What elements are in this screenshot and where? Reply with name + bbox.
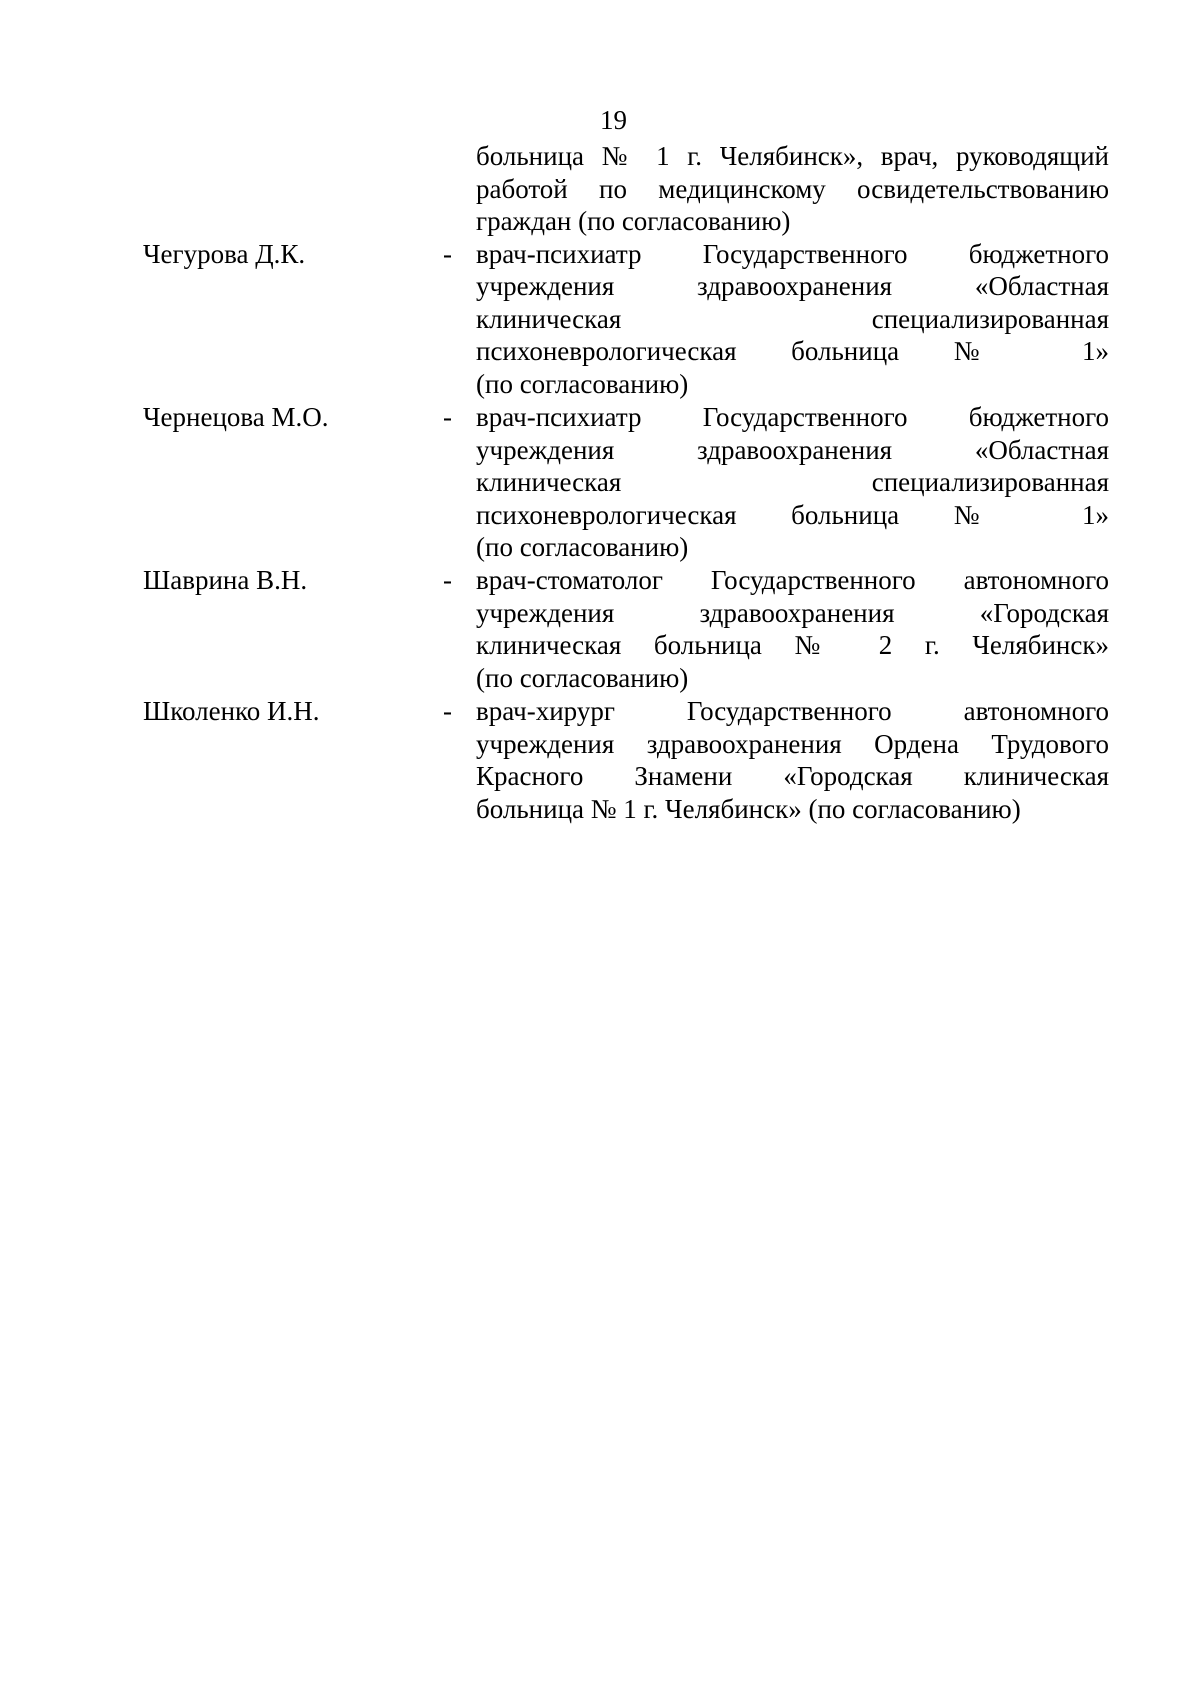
page-number: 19 — [600, 105, 627, 135]
member-description-line: учреждения здравоохранения «Областная — [476, 435, 1109, 465]
member-description-line: клиническая больница № 2 г. Челябинск» — [476, 630, 1109, 660]
member-dash: - — [443, 565, 452, 595]
member-description-line: учреждения здравоохранения «Городская — [476, 598, 1109, 628]
continuation-line: работой по медицинскому освидетельствованию — [476, 174, 1109, 204]
member-dash: - — [443, 239, 452, 269]
member-description-line: клиническая специализированная — [476, 467, 1109, 497]
member-description-line: больница № 1 г. Челябинск» (по согласованию) — [476, 794, 1021, 824]
member-description-line: Красного Знамени «Городская клиническая — [476, 761, 1109, 791]
member-dash: - — [443, 696, 452, 726]
member-name: Чернецова М.О. — [143, 402, 329, 432]
member-description-line: психоневрологическая больница № 1» — [476, 336, 1109, 366]
member-description-line: (по согласованию) — [476, 663, 689, 693]
member-name: Чегурова Д.К. — [143, 239, 306, 269]
member-description-line: учреждения здравоохранения «Областная — [476, 271, 1109, 301]
member-description-line: (по согласованию) — [476, 369, 689, 399]
member-description-line: врач-психиатр Государственного бюджетного — [476, 239, 1109, 269]
member-name: Школенко И.Н. — [143, 696, 320, 726]
member-description-line: (по согласованию) — [476, 532, 689, 562]
member-description-line: врач-хирург Государственного автономного — [476, 696, 1109, 726]
continuation-line: граждан (по согласованию) — [476, 206, 791, 236]
member-dash: - — [443, 402, 452, 432]
member-description-line: врач-стоматолог Государственного автономного — [476, 565, 1109, 595]
member-description-line: психоневрологическая больница № 1» — [476, 500, 1109, 530]
member-description-line: клиническая специализированная — [476, 304, 1109, 334]
continuation-line: больница № 1 г. Челябинск», врач, руководящий — [476, 141, 1109, 171]
member-name: Шаврина В.Н. — [143, 565, 308, 595]
member-description-line: учреждения здравоохранения Ордена Трудового — [476, 729, 1109, 759]
member-description-line: врач-психиатр Государственного бюджетного — [476, 402, 1109, 432]
